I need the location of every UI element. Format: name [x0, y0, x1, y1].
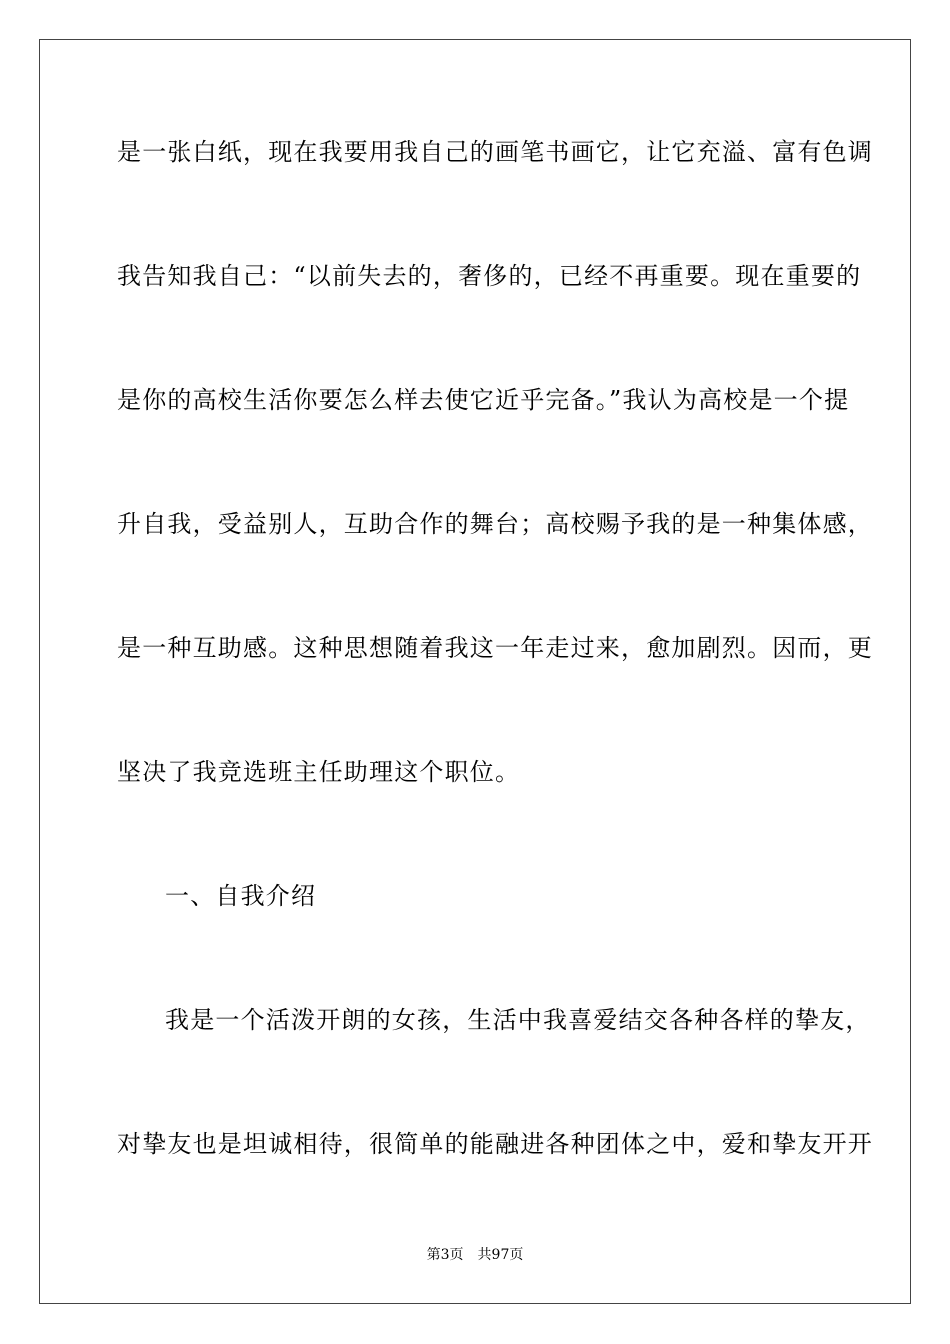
- body-line-1: 是一张白纸，现在我要用我自己的画笔书画它，让它充溢、富有色调: [117, 138, 873, 166]
- section-heading: 一、自我介绍: [165, 882, 317, 910]
- body-line-5: 是一种互助感。这种思想随着我这一年走过来，愈加剧烈。因而，更: [117, 634, 873, 662]
- body-line-3: 是你的高校生活你要怎么样去使它近乎完备。”我认为高校是一个提: [117, 386, 850, 414]
- para2-line-2: 对挚友也是坦诚相待，很简单的能融进各种团体之中，爱和挚友开开: [117, 1130, 873, 1158]
- body-line-2: 我告知我自己：“以前失去的，奢侈的，已经不再重要。现在重要的: [117, 262, 862, 290]
- body-line-4: 升自我，受益别人，互助合作的舞台；高校赐予我的是一种集体感，: [117, 510, 873, 538]
- page-footer: [0, 1245, 950, 1265]
- body-line-6: 坚决了我竞选班主任助理这个职位。: [117, 758, 521, 786]
- page-number: 第3页: [426, 1247, 464, 1263]
- total-pages: 共97页: [477, 1247, 524, 1263]
- para2-line-1: 我是一个活泼开朗的女孩，生活中我喜爱结交各种各样的挚友，: [165, 1006, 871, 1034]
- page-border: [39, 39, 911, 1304]
